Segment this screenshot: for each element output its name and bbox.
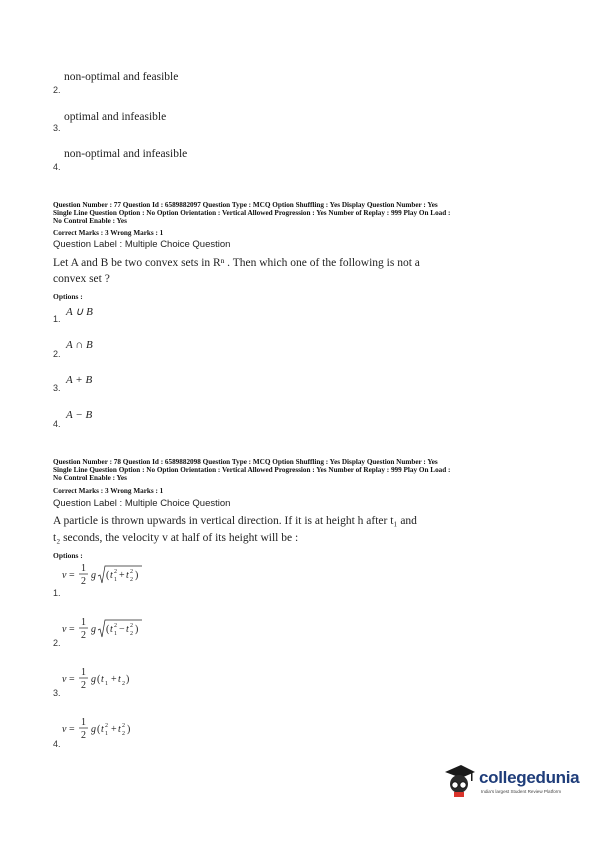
svg-text:1: 1 (114, 577, 117, 583)
q78-option-1-number: 1. (53, 588, 61, 598)
svg-text:1: 1 (81, 717, 86, 728)
svg-text:2: 2 (122, 731, 125, 737)
q78-option-4-formula (60, 715, 160, 743)
svg-text:2: 2 (105, 723, 108, 729)
svg-text:+: + (111, 674, 117, 685)
prev-option-4-number: 4. (53, 162, 61, 172)
svg-text:2: 2 (81, 680, 86, 691)
svg-text:2: 2 (130, 631, 133, 637)
svg-text:2: 2 (130, 569, 133, 575)
svg-text:): ) (127, 724, 131, 735)
svg-text:t: t (110, 624, 113, 635)
svg-text:t: t (126, 570, 129, 581)
q77-meta-line3: No Control Enable : Yes (53, 217, 127, 225)
svg-text:): ) (126, 674, 130, 685)
q77-option-3-number: 3. (53, 383, 61, 393)
svg-text:=: = (69, 570, 75, 581)
q78-options-header: Options : (53, 551, 83, 560)
svg-text:(: ( (106, 570, 110, 581)
svg-text:v: v (62, 570, 67, 581)
svg-text:2: 2 (130, 623, 133, 629)
svg-text:=: = (69, 724, 75, 735)
svg-text:v: v (62, 624, 67, 635)
svg-text:2: 2 (114, 569, 117, 575)
logo-wordmark: collegedunia (479, 768, 580, 787)
prev-option-3-text: optimal and infeasible (64, 111, 167, 123)
svg-text:t: t (126, 624, 129, 635)
q77-text-line1: Let A and B be two convex sets in Rⁿ . Then which one of the following is not a (53, 257, 420, 269)
q78-meta-line2: Single Line Question Option : No Option Orientation : Vertical Allowed Progression : Yes Number of Replay : 999 Play On Load : (53, 466, 451, 474)
svg-text:1: 1 (81, 563, 86, 574)
svg-text:1: 1 (114, 631, 117, 637)
svg-text:2: 2 (122, 681, 125, 687)
q78-meta-line3: No Control Enable : Yes (53, 474, 127, 482)
svg-text:=: = (69, 624, 75, 635)
q78-label: Question Label : Multiple Choice Question (53, 498, 231, 509)
prev-option-2-number: 2. (53, 85, 61, 95)
svg-text:): ) (135, 570, 139, 581)
svg-text:(: ( (97, 674, 101, 685)
q78-option-1-formula (60, 561, 160, 589)
svg-text:t: t (118, 724, 121, 735)
q77-option-4-expr: A − B (66, 409, 93, 421)
q77-option-4-number: 4. (53, 419, 61, 429)
prev-option-2-text: non-optimal and feasible (64, 71, 179, 83)
svg-text:−: − (119, 624, 125, 635)
q77-marks: Correct Marks : 3 Wrong Marks : 1 (53, 229, 164, 237)
q77-text-line2: convex set ? (53, 273, 110, 285)
svg-text:(: ( (106, 624, 110, 635)
q77-option-1-number: 1. (53, 314, 61, 324)
svg-text:v: v (62, 674, 67, 685)
svg-text:(: ( (97, 724, 101, 735)
svg-text:2: 2 (81, 630, 86, 641)
q77-meta-line2: Single Line Question Option : No Option Orientation : Vertical Allowed Progression : Yes Number of Replay : 999 Play On Load : (53, 209, 451, 217)
svg-text:g: g (91, 724, 96, 735)
q77-options-header: Options : (53, 292, 83, 301)
q78-text-line1: A particle is thrown upwards in vertical direction. If it is at height h after t₁ and (53, 515, 417, 527)
q77-label: Question Label : Multiple Choice Question (53, 239, 231, 250)
svg-text:g: g (91, 570, 96, 581)
svg-text:2: 2 (114, 623, 117, 629)
q78-option-3-number: 3. (53, 688, 61, 698)
svg-text:2: 2 (81, 576, 86, 587)
svg-text:2: 2 (130, 577, 133, 583)
svg-text:t: t (101, 674, 104, 685)
svg-text:+: + (111, 724, 117, 735)
svg-text:1: 1 (105, 681, 108, 687)
q77-option-1-expr: A ∪ B (66, 306, 93, 318)
svg-text:1: 1 (81, 667, 86, 678)
svg-text:2: 2 (122, 723, 125, 729)
svg-text:v: v (62, 724, 67, 735)
svg-text:t: t (101, 724, 104, 735)
q78-option-3-formula (60, 665, 160, 693)
prev-option-4-text: non-optimal and infeasible (64, 148, 188, 160)
q78-text-line2: t₂ seconds, the velocity v at half of its height will be : (53, 532, 299, 544)
q78-meta-line1: Question Number : 78 Question Id : 6589882098 Question Type : MCQ Option Shuffling : Yes Display Question Number : Yes (53, 458, 438, 466)
svg-text:=: = (69, 674, 75, 685)
logo-tagline: India's largest Student Review Platform (481, 789, 562, 794)
q78-option-2-number: 2. (53, 638, 61, 648)
graduate-mascot-icon (441, 762, 477, 800)
q77-option-3-expr: A + B (66, 374, 93, 386)
svg-text:g: g (91, 624, 96, 635)
q78-marks: Correct Marks : 3 Wrong Marks : 1 (53, 487, 164, 495)
svg-text:2: 2 (81, 730, 86, 741)
svg-text:): ) (135, 624, 139, 635)
q77-option-2-expr: A ∩ B (66, 339, 93, 351)
q77-option-2-number: 2. (53, 349, 61, 359)
svg-text:+: + (119, 570, 125, 581)
prev-option-3-number: 3. (53, 123, 61, 133)
svg-text:g: g (91, 674, 96, 685)
svg-text:1: 1 (105, 731, 108, 737)
q77-meta-line1: Question Number : 77 Question Id : 6589882097 Question Type : MCQ Option Shuffling : Yes Display Question Number : Yes (53, 201, 438, 209)
q78-option-4-number: 4. (53, 739, 61, 749)
collegedunia-logo (441, 762, 581, 802)
svg-text:t: t (118, 674, 121, 685)
svg-text:1: 1 (81, 617, 86, 628)
svg-text:t: t (110, 570, 113, 581)
q78-option-2-formula (60, 615, 160, 643)
